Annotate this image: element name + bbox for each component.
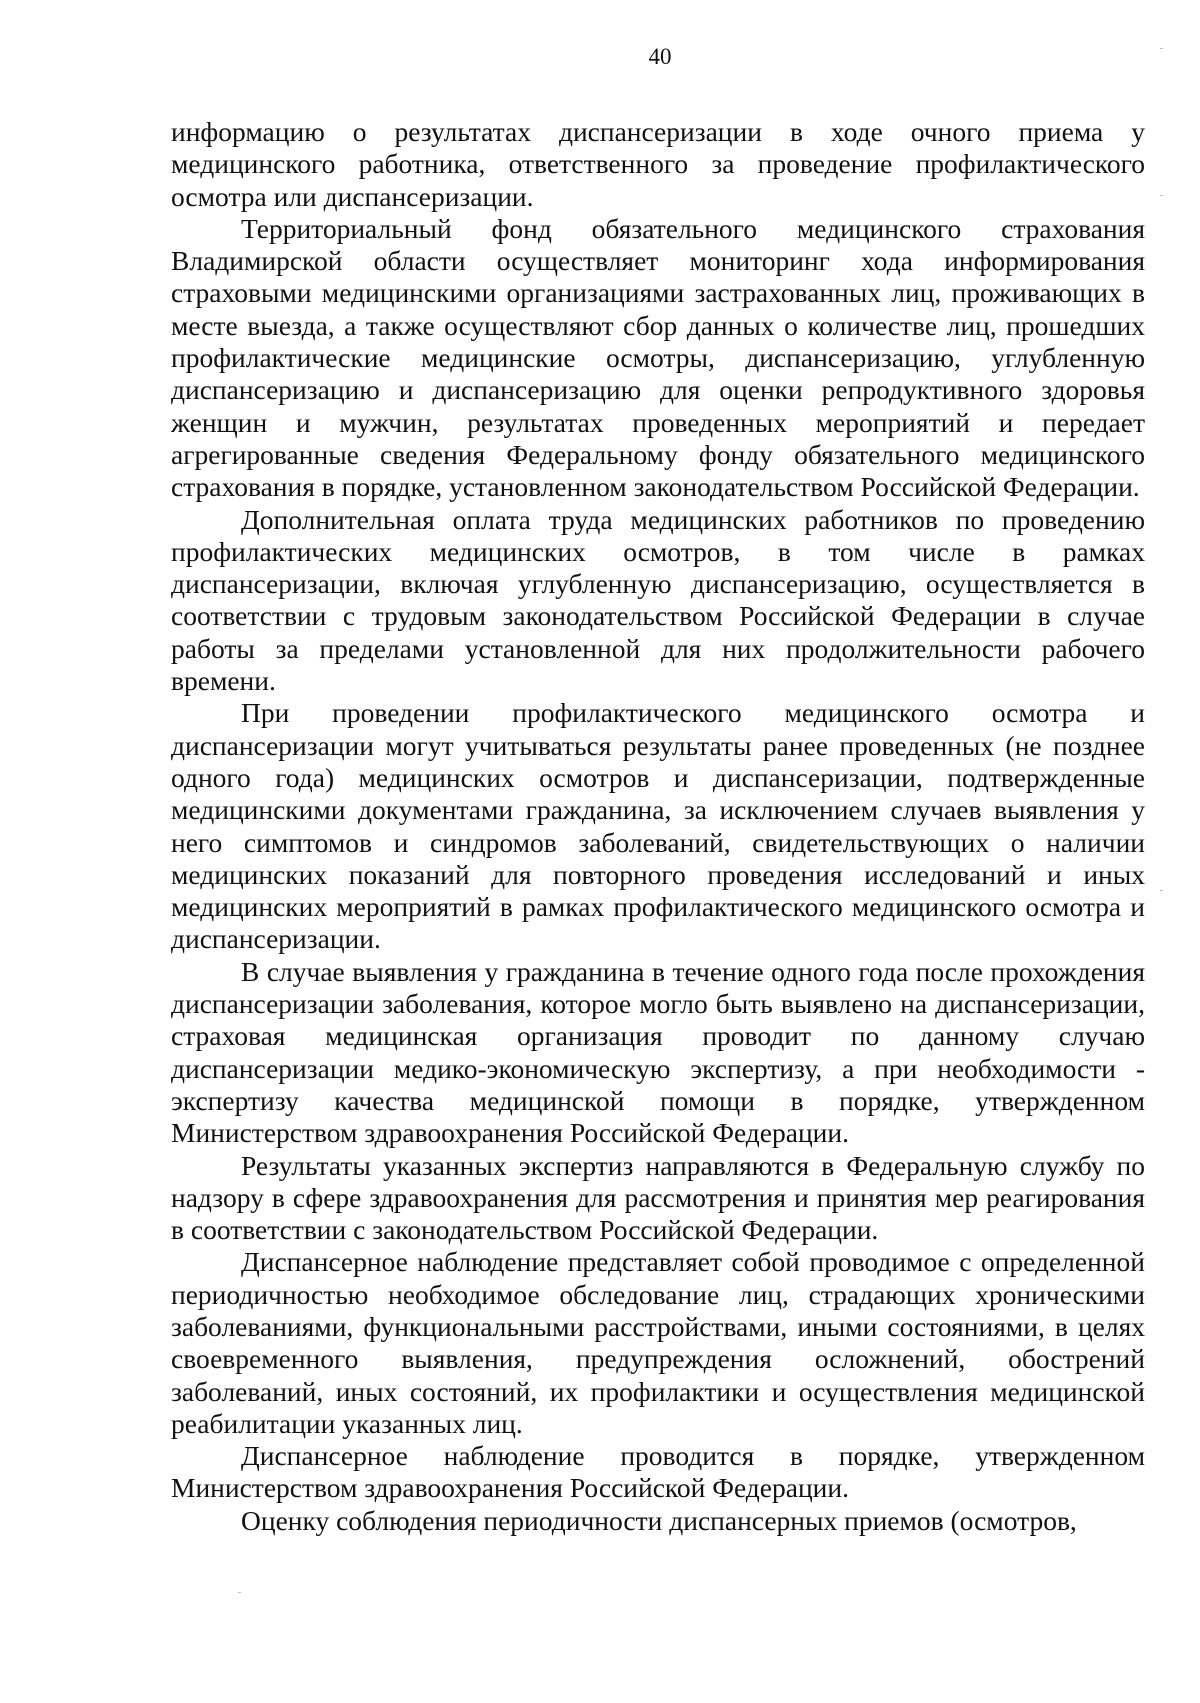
paragraph-tfoms-monitoring: Территориальный фонд обязательного медицинского страхования Владимирской области осуществляет мониторинг хода информирования страховыми медицинскими организациями застрахованных лиц, проживающих в месте выезда, а также осуществляют сбор данных о количестве лиц, прошедших профилактические медицинские осмотры, диспансеризацию, углубленную диспансеризацию и диспансеризацию для оценки репродуктивного здоровья женщин и мужчин, результатах проведенных мероприятий и передает агрегированные сведения Федеральному фонду обязательного медицинского страхования в порядке, установленном законодательством Российской Федерации. xyxy=(171,212,1145,503)
paragraph-dispensary-procedure: Диспансерное наблюдение проводится в порядке, утвержденном Министерством здравоохранения Российской Федерации. xyxy=(171,1440,1145,1504)
scan-artifact xyxy=(1160,890,1163,891)
paragraph-periodicity-assessment: Оценку соблюдения периодичности диспансерных приемов (осмотров, xyxy=(241,1504,1077,1536)
paragraph-previous-results: При проведении профилактического медицинского осмотра и диспансеризации могут учитываться результаты ранее проведенных (не позднее одного года) медицинских осмотров и диспансеризации, подтвержденные медицинскими документами гражданина, за исключением случаев выявления у него симптомов и синдромов заболеваний, свидетельствующих о наличии медицинских показаний для повторного проведения исследований и иных медицинских мероприятий в рамках профилактического медицинского осмотра и диспансеризации. xyxy=(171,697,1145,955)
page-number: 40 xyxy=(648,44,672,69)
paragraph-additional-pay: Дополнительная оплата труда медицинских работников по проведению профилактических медицинских осмотров, в том числе в рамках диспансеризации, включая углубленную диспансеризацию, осуществляется в соответствии с трудовым законодательством Российской Федерации в случае работы за пределами установленной для них продолжительности рабочего времени. xyxy=(171,503,1145,697)
scan-artifact xyxy=(1160,48,1163,49)
scan-artifact xyxy=(1160,195,1163,196)
paragraph-disease-detection: В случае выявления у гражданина в течение одного года после прохождения диспансеризации заболевания, которое могло быть выявлено на диспансеризации, страховая медицинская организация проводит по данному случаю диспансеризации медико-экономическую экспертизу, а при необходимости - экспертизу качества медицинской помощи в порядке, утвержденном Министерством здравоохранения Российской Федерации. xyxy=(171,955,1145,1149)
scan-artifact xyxy=(238,1592,241,1593)
document-body xyxy=(171,116,1145,1537)
paragraph-continuation: информацию о результатах диспансеризации в ходе очного приема у медицинского работника, ответственного за проведение профилактического осмотра или диспансеризации. xyxy=(171,116,1145,212)
paragraph-dispensary-definition: Диспансерное наблюдение представляет собой проводимое с определенной периодичностью необходимое обследование лиц, страдающих хроническими заболеваниями, функциональными расстройствами, иными состояниями, в целях своевременного выявления, предупреждения осложнений, обострений заболеваний, иных состояний, их профилактики и осуществления медицинской реабилитации указанных лиц. xyxy=(171,1246,1145,1439)
paragraph-expertise-results: Результаты указанных экспертиз направляются в Федеральную службу по надзору в сфере здравоохранения для рассмотрения и принятия мер реагирования в соответствии с законодательством Российской Федерации. xyxy=(171,1149,1145,1246)
